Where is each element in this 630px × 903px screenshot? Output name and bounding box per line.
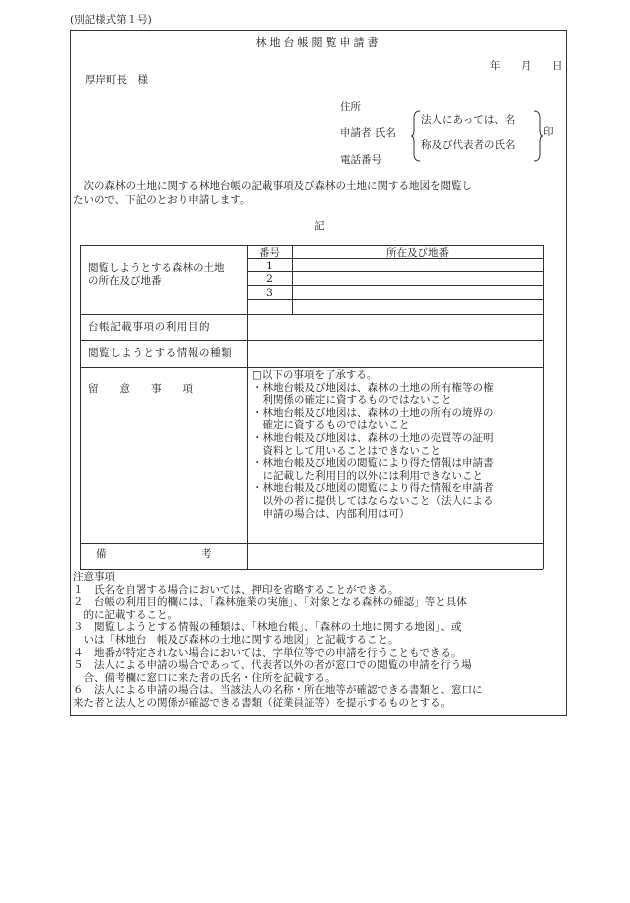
purpose-label: 台帳記載事項の利用目的 [88,321,211,333]
note-line: ６ 法人による申請の場合は、当該法人の名称・所在地等が確認できる書類と、窓口に [73,684,483,697]
table-row-number: 2 [266,273,273,285]
notice-line: ・林地台帳及び地図の閲覧により得た情報は申請書 [252,457,494,470]
note-line: いは「林地台 帳及び森林の土地に関する地図」と記載すること。 [73,633,399,646]
location-label-line-2: の所在及び地番 [88,275,162,287]
remarks-label: 備 考 [96,548,212,560]
notice-line: 申請の場合は、内部利用は可） [252,507,410,520]
notes-section [73,571,483,710]
ki-heading: 記 [314,220,325,232]
corporation-note-line-1: 法人にあっては、名 [421,114,516,126]
notice-line: 確定に資するものではないこと [252,419,410,432]
location-label-line-1: 閲覧しようとする森林の土地 [88,262,225,274]
date-year: 年 [490,60,501,72]
intro-line-1: 次の森林の土地に関する林地台帳の記載事項及び森林の土地に関する地図を閲覧し [73,180,472,192]
table-row-number: 1 [266,260,273,272]
note-line: ５ 法人による申請の場合であって、代表者以外の者が窓口での閲覧の申請を行う場 [73,659,472,672]
notice-line: ・林地台帳及び地図は、森林の土地の売買等の証明 [252,431,494,444]
form-title: 林地台帳閲覧申請書 [255,36,382,49]
note-line: 的に記載すること。 [73,608,178,621]
note-line: 合、備考欄に窓口に来た者の氏名・住所を記載する。 [73,671,336,684]
phone-label: 電話番号 [340,154,382,166]
purpose-input[interactable] [248,315,542,339]
addressee: 厚岸町長 様 [85,74,148,86]
notice-line: ・林地台帳及び地図は、森林の土地の所有の境界の [252,406,494,419]
number-column-header: 番号 [259,247,280,259]
address-label: 住所 [340,101,361,113]
notes-heading: 注意事項 [73,571,115,583]
note-line: ３ 閲覧しようとする情報の種類は、「林地台帳」、「森林の土地に関する地図」、或 [73,621,462,634]
note-line: １ 氏名を自署する場合においては、押印を省略することができる。 [73,583,399,596]
notice-line: ・林地台帳及び地図は、森林の土地の所有権等の権 [252,381,494,394]
corporation-note-line-2: 称及び代表者の氏名 [421,139,516,151]
location-input-row-1[interactable] [293,259,542,271]
notice-line: 以外の者に提供してはならないこと（法人による [252,494,494,507]
notice-line: に記載した利用目的以外には利用できないこと [252,469,483,482]
intro-line-2: たいので、下記のとおり申請します。 [73,194,251,206]
note-line: 来た者と法人との関係が確認できる書類（従業員証等）を提示するものとする。 [73,696,451,709]
note-line: ２ 台帳の利用目的欄には、「森林施業の実施」、「対象となる森林の確認」等と具体 [73,596,467,609]
applicant-name-label: 申請者 氏名 [340,127,396,139]
notice-line: ・林地台帳及び地図の閲覧により得た情報を申請者 [252,482,494,495]
remarks-input[interactable] [248,544,542,568]
notice-label: 留 意 事 項 [88,383,193,395]
location-input-row-4[interactable] [293,300,542,313]
location-column-header: 所在及び地番 [386,247,449,259]
notice-line: 利関係の確定に資するものではないこと [252,394,452,407]
location-input-row-2[interactable] [293,272,542,284]
notice-list [252,369,494,520]
note-line: ４ 地番が特定されない場合においては、字単位等での申請を行うこともできる。 [73,646,462,659]
table-row-number: 3 [266,287,273,299]
info-type-input[interactable] [248,341,542,366]
seal-mark: 印 [543,126,554,138]
form-number-label: (別記様式第１号) [70,14,152,26]
notice-agree-checkbox-line[interactable]: □以下の事項を了承する。 [252,369,378,381]
notice-line: 資料として用いることはできないこと [252,444,441,457]
location-input-row-3[interactable] [293,286,542,298]
date-day: 日 [552,60,563,72]
info-type-label: 閲覧しようとする情報の種類 [88,347,233,359]
date-month: 月 [521,60,532,72]
